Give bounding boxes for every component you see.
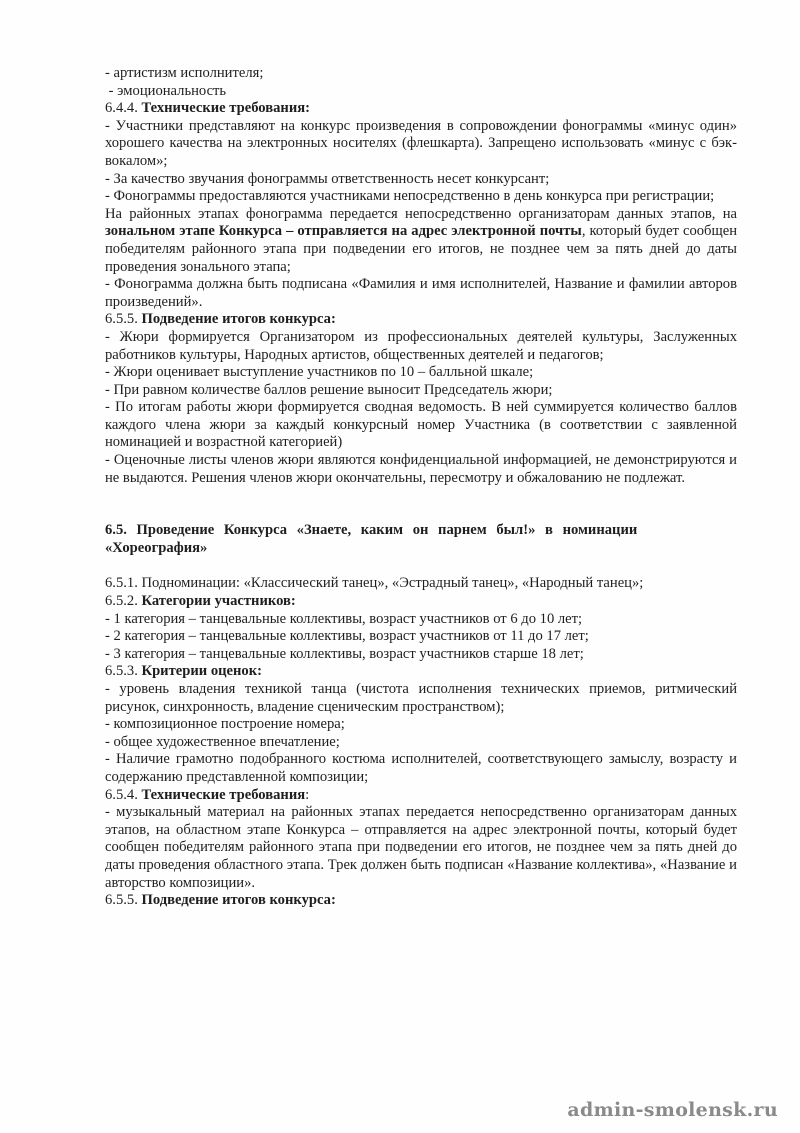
section-heading-653: [105, 663, 737, 681]
section-title: Критерии оценок:: [141, 663, 262, 680]
paragraph-rayon-stages: [105, 206, 737, 276]
section-number: 6.5.5.: [105, 892, 142, 909]
list-item: - При равном количестве баллов решение выносит Председатель жюри;: [105, 381, 553, 398]
list-item: - 3 категория – танцевальные коллективы, возраст участников старше 18 лет;: [105, 645, 584, 662]
list-item: - Фонограммы предоставляются участниками непосредственно в день конкурса при регистрации;: [105, 188, 715, 205]
list-item: - 1 категория – танцевальные коллективы, возраст участников от 6 до 10 лет;: [105, 610, 583, 627]
section-title: Технические требования: [141, 786, 306, 803]
list-item: - общее художественное впечатление;: [105, 733, 340, 750]
list-item: - Жюри формируется Организатором из профессиональных деятелей культуры, Заслуженных работников культуры, Народных артистов, общественных деятелей и педагогов;: [105, 328, 737, 363]
list-item: - Наличие грамотно подобранного костюма исполнителей, соответствующего замыслу, возрасту и содержанию представленной композиции;: [105, 751, 737, 785]
section-number: 6.4.4.: [105, 100, 142, 117]
list-item: - Жюри оценивает выступление участников по 10 – балльной шкале;: [105, 364, 534, 381]
list-item: - уровень владения техникой танца (чистота исполнения технических приемов, ритмический рисунок, синхронность, владение сценическим пространством);: [105, 681, 737, 715]
section-number: 6.5.2.: [105, 593, 142, 610]
section-number: 6.5.3.: [105, 663, 142, 680]
list-item: - Оценочные листы членов жюри являются конфиденциальной информацией, не демонстрируются и не выдаются. Решения членов жюри окончательны, пересмотру и обжалованию не подлежат.: [105, 452, 737, 486]
list-item: - 2 категория – танцевальные коллективы, возраст участников от 11 до 17 лет;: [105, 628, 589, 645]
section-heading-644: [105, 100, 737, 118]
list-item: - За качество звучания фонограммы ответственность несет конкурсант;: [105, 170, 550, 187]
list-item: - композиционное построение номера;: [105, 716, 345, 733]
subnominations: 6.5.1. Подноминации: «Классический танец», «Эстрадный танец», «Народный танец»;: [105, 575, 644, 592]
section-heading-655-second: [105, 892, 737, 910]
criteria-line: - артистизм исполнителя;: [105, 65, 264, 81]
spacer: [105, 505, 737, 522]
list-item: - музыкальный материал на районных этапах передается непосредственно организаторам данных этапов, на областном этапе Конкурса – отправляется на адрес электронной почты, который будет сообщен победителям районного этапа при подведении его итогов, не позднее чем за пять дней до даты проведения областного этапа. Трек должен быть подписан «Название коллектива», «Название и авторство композиции».: [105, 804, 737, 891]
document-body: [105, 65, 737, 910]
spacer: [105, 557, 737, 575]
heading-suffix: :: [305, 786, 310, 803]
section-title: Технические требования:: [141, 100, 310, 117]
section-heading-65: 6.5. Проведение Конкурса «Знаете, каким он парнем был!» в номинации: [105, 522, 638, 539]
section-number: 6.5.4.: [105, 786, 142, 803]
criteria-line: - эмоциональность: [105, 82, 227, 99]
text-run: На районных этапах фонограмма передается непосредственно организаторам данных этапов, на: [105, 205, 737, 222]
section-title: Категории участников:: [141, 593, 296, 610]
section-heading-654: [105, 787, 737, 805]
text-run: , который будет сообщен победителям районного этапа при подведении его итогов, не позднее чем за пять дней до даты проведения зонального этапа;: [105, 223, 738, 275]
spacer: [105, 487, 737, 505]
bold-text-run: зональном этапе Конкурса – отправляется на адрес электронной почты: [105, 223, 582, 240]
section-heading-655: [105, 311, 737, 329]
list-item: - Фонограмма должна быть подписана «Фамилия и имя исполнителей, Название и фамилии авторов произведений».: [105, 276, 737, 310]
list-item: - Участники представляют на конкурс произведения в сопровождении фонограммы «минус один» хорошего качества на электронных носителях (флешкарта). Запрещено использовать «минус с бэк-вокалом»;: [105, 117, 737, 169]
section-title: Подведение итогов конкурса:: [141, 311, 336, 328]
list-item: - По итогам работы жюри формируется сводная ведомость. В ней суммируется количество баллов каждого члена жюри за каждый конкурсный номер Участника (в соответствии с заявленной номинацией и возрастной категорией): [105, 399, 737, 451]
section-title: Подведение итогов конкурса:: [141, 892, 336, 909]
section-heading-652: [105, 593, 737, 611]
section-heading-65-line2: «Хореография»: [105, 539, 208, 556]
section-number: 6.5.5.: [105, 311, 142, 328]
watermark-site: admin-smolensk.ru: [567, 1099, 778, 1121]
